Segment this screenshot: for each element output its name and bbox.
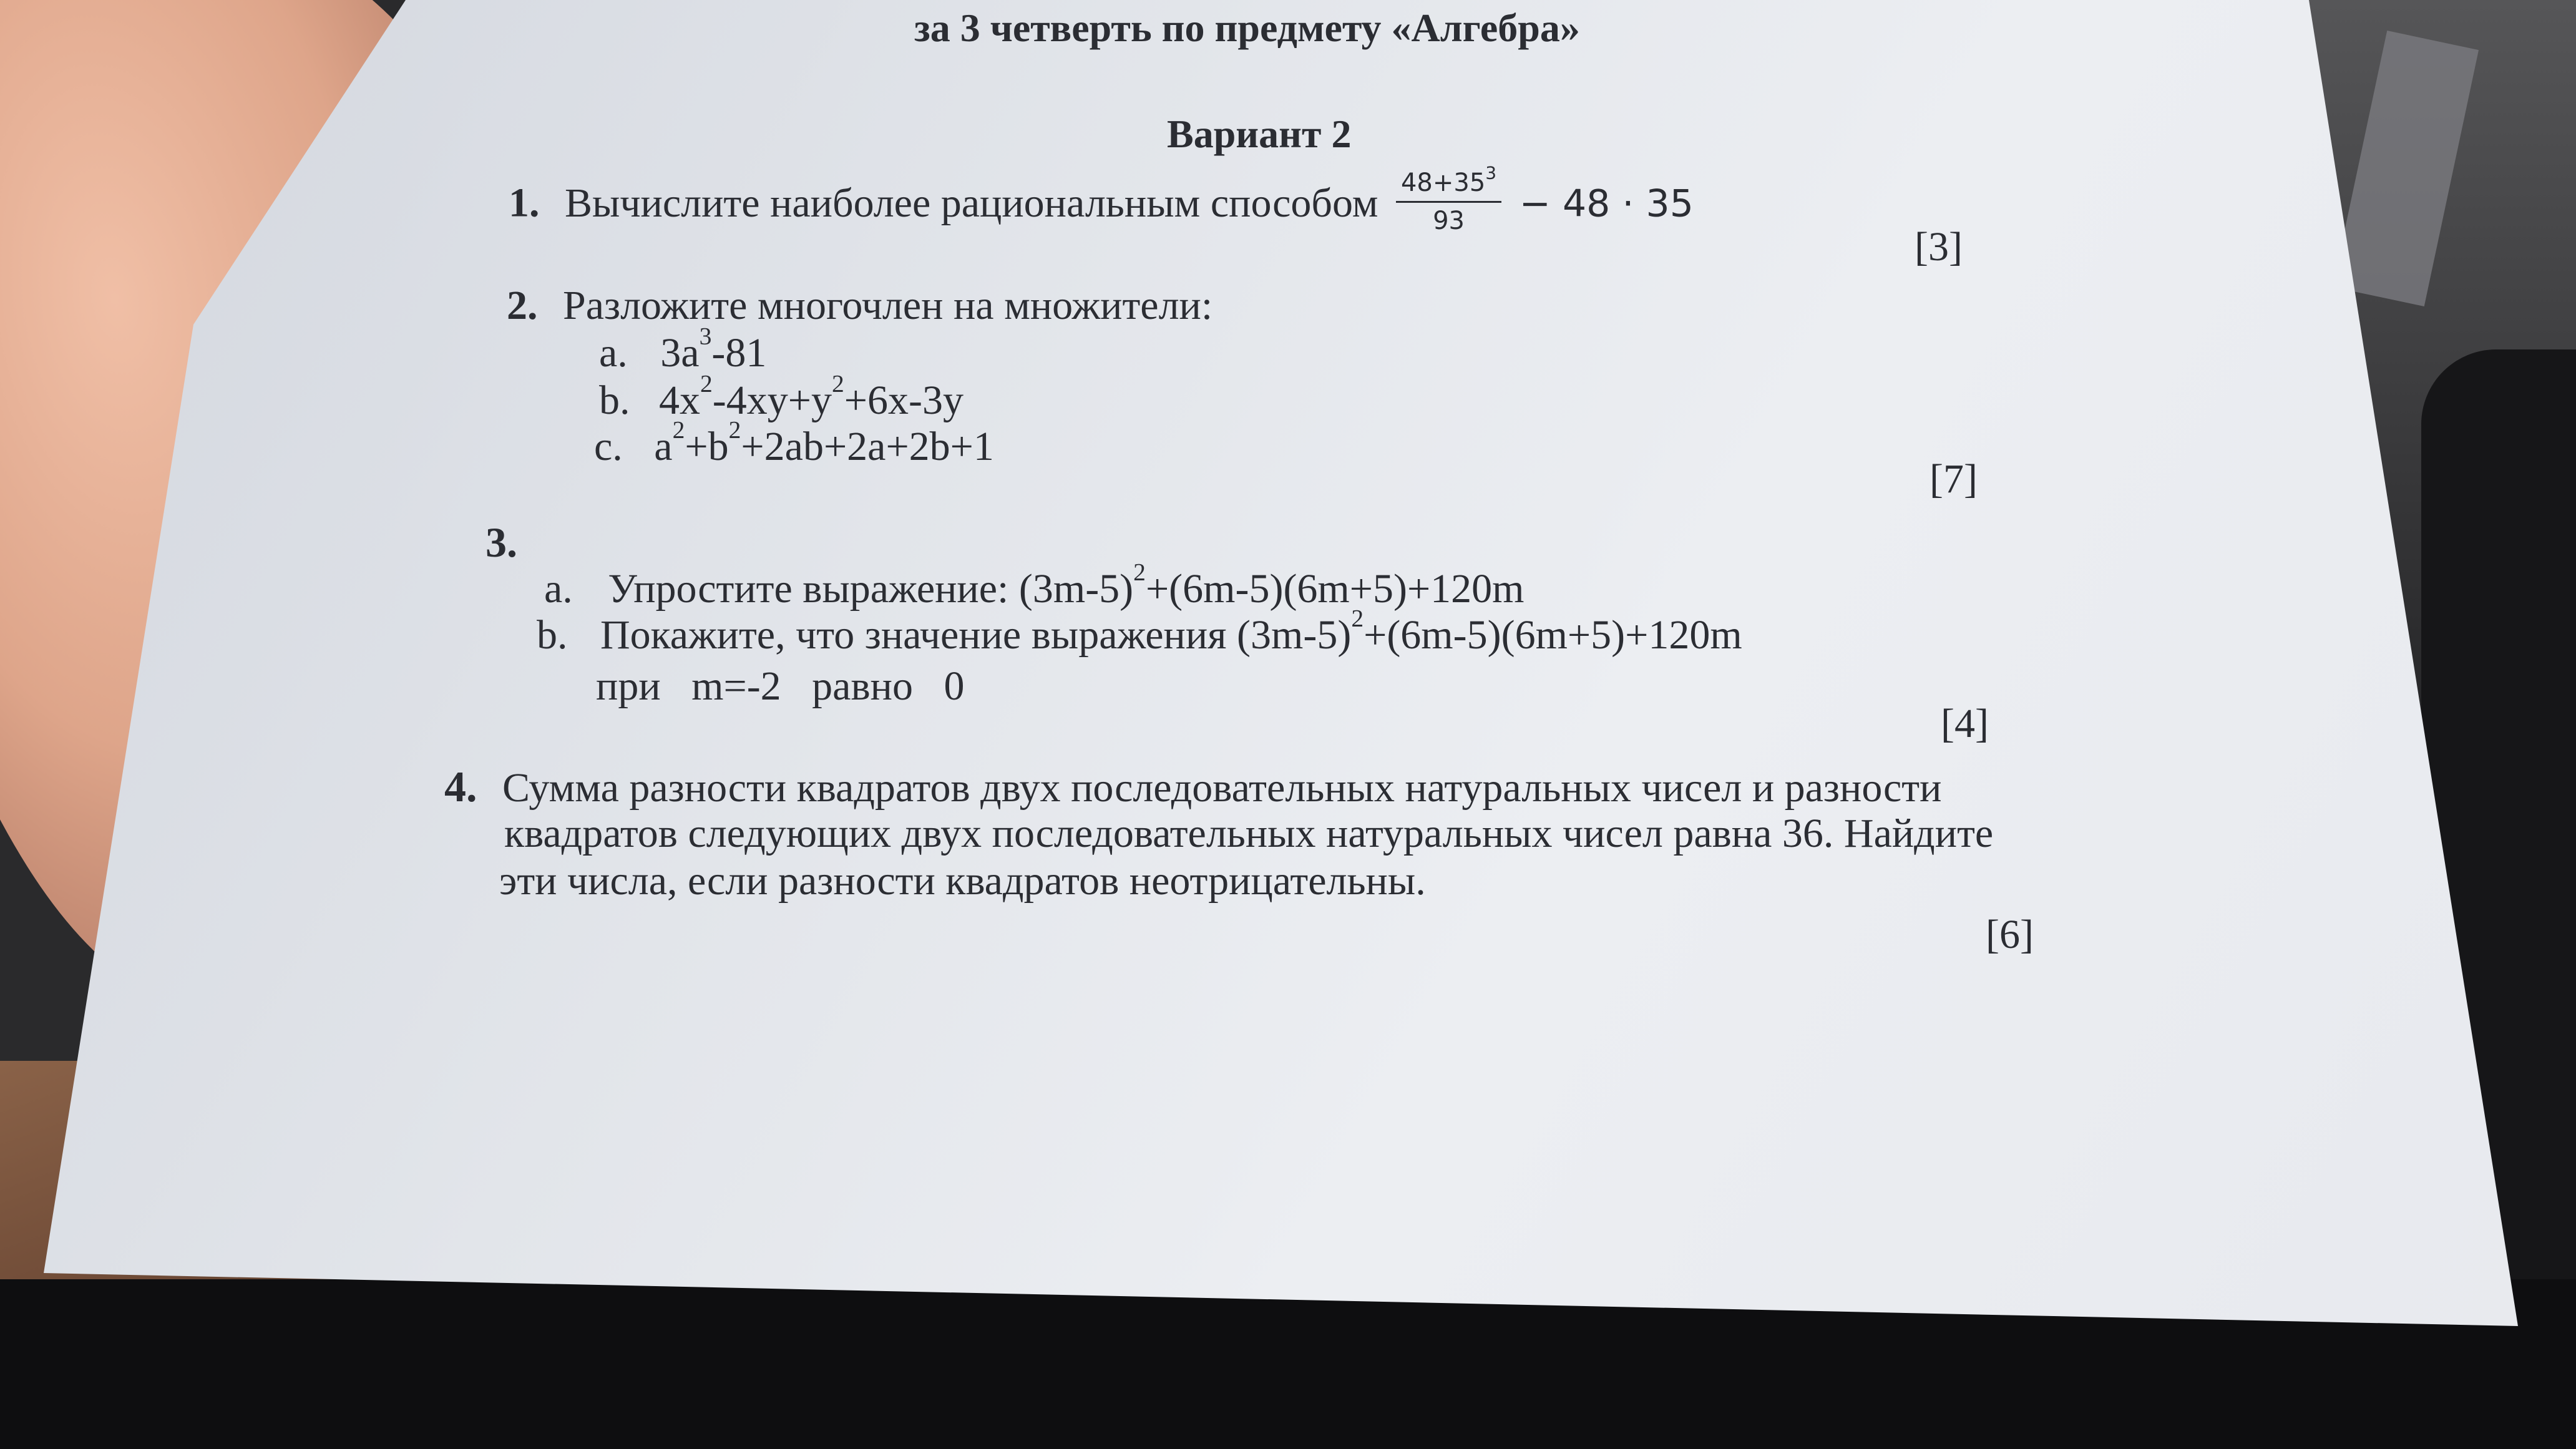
task-3-score: [4] <box>1941 701 1989 746</box>
task-3b-text: Покажите, что значение выражения (3m-5) <box>600 612 1352 658</box>
fraction-denominator: 93 <box>1433 207 1465 235</box>
expr-part: -81 <box>711 330 767 376</box>
task-3a-text: Упростите выражение: (3m-5) <box>608 566 1134 612</box>
header-title: за 3 четверть по предмету «Алгебра» <box>914 6 1580 50</box>
item-label: b. <box>599 378 630 423</box>
item-label: a. <box>544 566 573 612</box>
task-2-score: [7] <box>1930 456 1978 502</box>
expr-exponent: 2 <box>1133 558 1146 586</box>
expr-part: -4xy+y <box>712 378 832 423</box>
expr-part: a <box>654 424 673 469</box>
task-1-fraction <box>1396 162 1501 235</box>
item-label: b. <box>537 612 568 658</box>
task-4-text-1: Сумма разности квадратов двух последовательных натуральных чисел и разности <box>502 765 1942 811</box>
task-2-item-c <box>594 416 994 471</box>
fraction-numerator-exponent: 3 <box>1485 162 1497 183</box>
expr-exponent: 2 <box>728 416 741 444</box>
expr-part: +b <box>685 424 729 469</box>
task-2-text: Разложите многочлен на множители: <box>563 283 1213 328</box>
task-1-number: 1. <box>509 180 540 226</box>
task-4-line-1 <box>444 763 1941 812</box>
task-1-tail: − 48 · 35 <box>1519 182 1694 226</box>
expr-part: 4x <box>659 378 700 423</box>
item-label: c. <box>594 424 623 469</box>
expr-exponent: 2 <box>1351 604 1364 632</box>
expr-part: +2ab+2a+2b+1 <box>741 424 994 469</box>
expr-exponent: 2 <box>672 416 685 444</box>
task-1-text: Вычислите наиболее рациональным способом <box>565 180 1378 226</box>
task-4-score: [6] <box>1986 912 2034 957</box>
task-4-line-2: квадратов следующих двух последовательных натуральных чисел равна 36. Найдите <box>504 811 1994 856</box>
expr-part: +6x-3y <box>844 378 964 423</box>
task-4-number: 4. <box>444 763 477 811</box>
task-1-score: [3] <box>1915 224 1963 270</box>
task-3a-tail: +(6m-5)(6m+5)+120m <box>1145 566 1525 612</box>
expr-exponent: 2 <box>700 369 713 398</box>
task-3-item-a <box>544 558 1525 613</box>
item-label: a. <box>599 330 628 376</box>
task-4-line-3: эти числа, если разности квадратов неотрицательны. <box>499 858 1426 904</box>
task-3-number: 3. <box>485 519 517 566</box>
task-2 <box>507 282 1212 329</box>
task-2-number: 2. <box>507 283 538 328</box>
task-3b-tail: +(6m-5)(6m+5)+120m <box>1364 612 1742 658</box>
expr-exponent: 3 <box>699 322 712 350</box>
task-2-item-a <box>599 322 767 377</box>
expr-part: 3a <box>660 330 700 376</box>
variant-title: Вариант 2 <box>1167 112 1352 156</box>
task-2-item-b <box>599 369 964 424</box>
fraction-numerator-base: 48+35 <box>1400 168 1486 197</box>
task-3-item-b <box>537 604 1742 659</box>
expr-exponent: 2 <box>832 369 844 398</box>
task-3b-condition: при m=-2 равно 0 <box>596 663 965 709</box>
task-1 <box>509 162 1694 240</box>
